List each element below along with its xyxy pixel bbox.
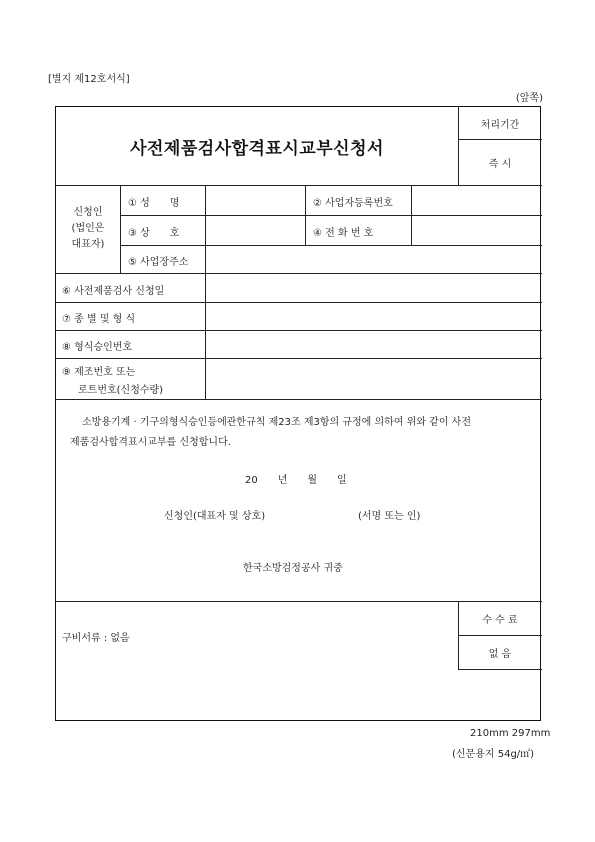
- paper-type: (신문용지 54g/㎡): [452, 749, 535, 760]
- applicant-label-line1: 신청인: [73, 207, 103, 218]
- serial-label-line1: ⑨ 제조번호 또는: [62, 367, 136, 378]
- applicant-group-label: [56, 185, 120, 273]
- divider: [56, 302, 542, 303]
- divider: [56, 330, 542, 331]
- fee-value: 없 음: [488, 649, 512, 660]
- divider: [205, 273, 206, 399]
- inspection-date-label: ⑥ 사전제품검사 신청일: [62, 286, 165, 297]
- name-label: ① 성 명: [128, 198, 180, 209]
- processing-period-label: 처리기간: [480, 119, 520, 131]
- divider: [305, 185, 306, 245]
- recipient: 한국소방검정공사 귀중: [243, 563, 343, 574]
- approval-number-label: ⑧ 형식승인번호: [62, 342, 133, 353]
- serial-label-line2: 로트번호(신청수량): [78, 385, 164, 396]
- divider: [120, 245, 542, 246]
- form-title: 사전제품검사합격표시교부신청서: [130, 138, 384, 159]
- divider: [120, 185, 121, 273]
- statement-paragraph: [70, 413, 540, 453]
- divider: [56, 399, 542, 400]
- divider: [56, 358, 542, 359]
- processing-period-value: 즉 시: [488, 159, 512, 170]
- divider: [120, 215, 542, 216]
- page-side-label: (앞쪽): [515, 93, 543, 104]
- paper-size: 210mm 297mm: [470, 728, 551, 739]
- business-number-label: ② 사업자등록번호: [313, 198, 393, 209]
- phone-label: ④ 전 화 번 호: [313, 228, 374, 239]
- application-date: 20 년 월 일: [245, 475, 347, 486]
- statement-line1: 소방용기계 · 기구의형식승인등에관한규칙 제23조 제3항의 규정에 의하여 위와 같이 사전: [82, 417, 471, 428]
- signer-label: 신청인(대표자 및 상호): [164, 511, 266, 522]
- address-label: ⑤ 사업장주소: [128, 257, 189, 268]
- divider: [56, 185, 542, 186]
- divider: [458, 669, 542, 670]
- statement-line2: 제품검사합격표시교부를 신청합니다.: [70, 437, 231, 448]
- fee-label: 수 수 료: [482, 614, 518, 626]
- applicant-label-line2: (법인은: [71, 223, 105, 234]
- form-number: [별지 제12호서식]: [48, 74, 130, 85]
- trade-name-label: ③ 상 호: [128, 228, 180, 239]
- type-label: ⑦ 종 별 및 형 식: [62, 314, 136, 325]
- required-documents: 구비서류 : 없음: [62, 633, 130, 644]
- applicant-label-line3: 대표자): [71, 239, 105, 250]
- divider: [56, 273, 542, 274]
- divider: [411, 185, 412, 245]
- application-form: [55, 106, 541, 721]
- signature-note: (서명 또는 인): [358, 511, 421, 522]
